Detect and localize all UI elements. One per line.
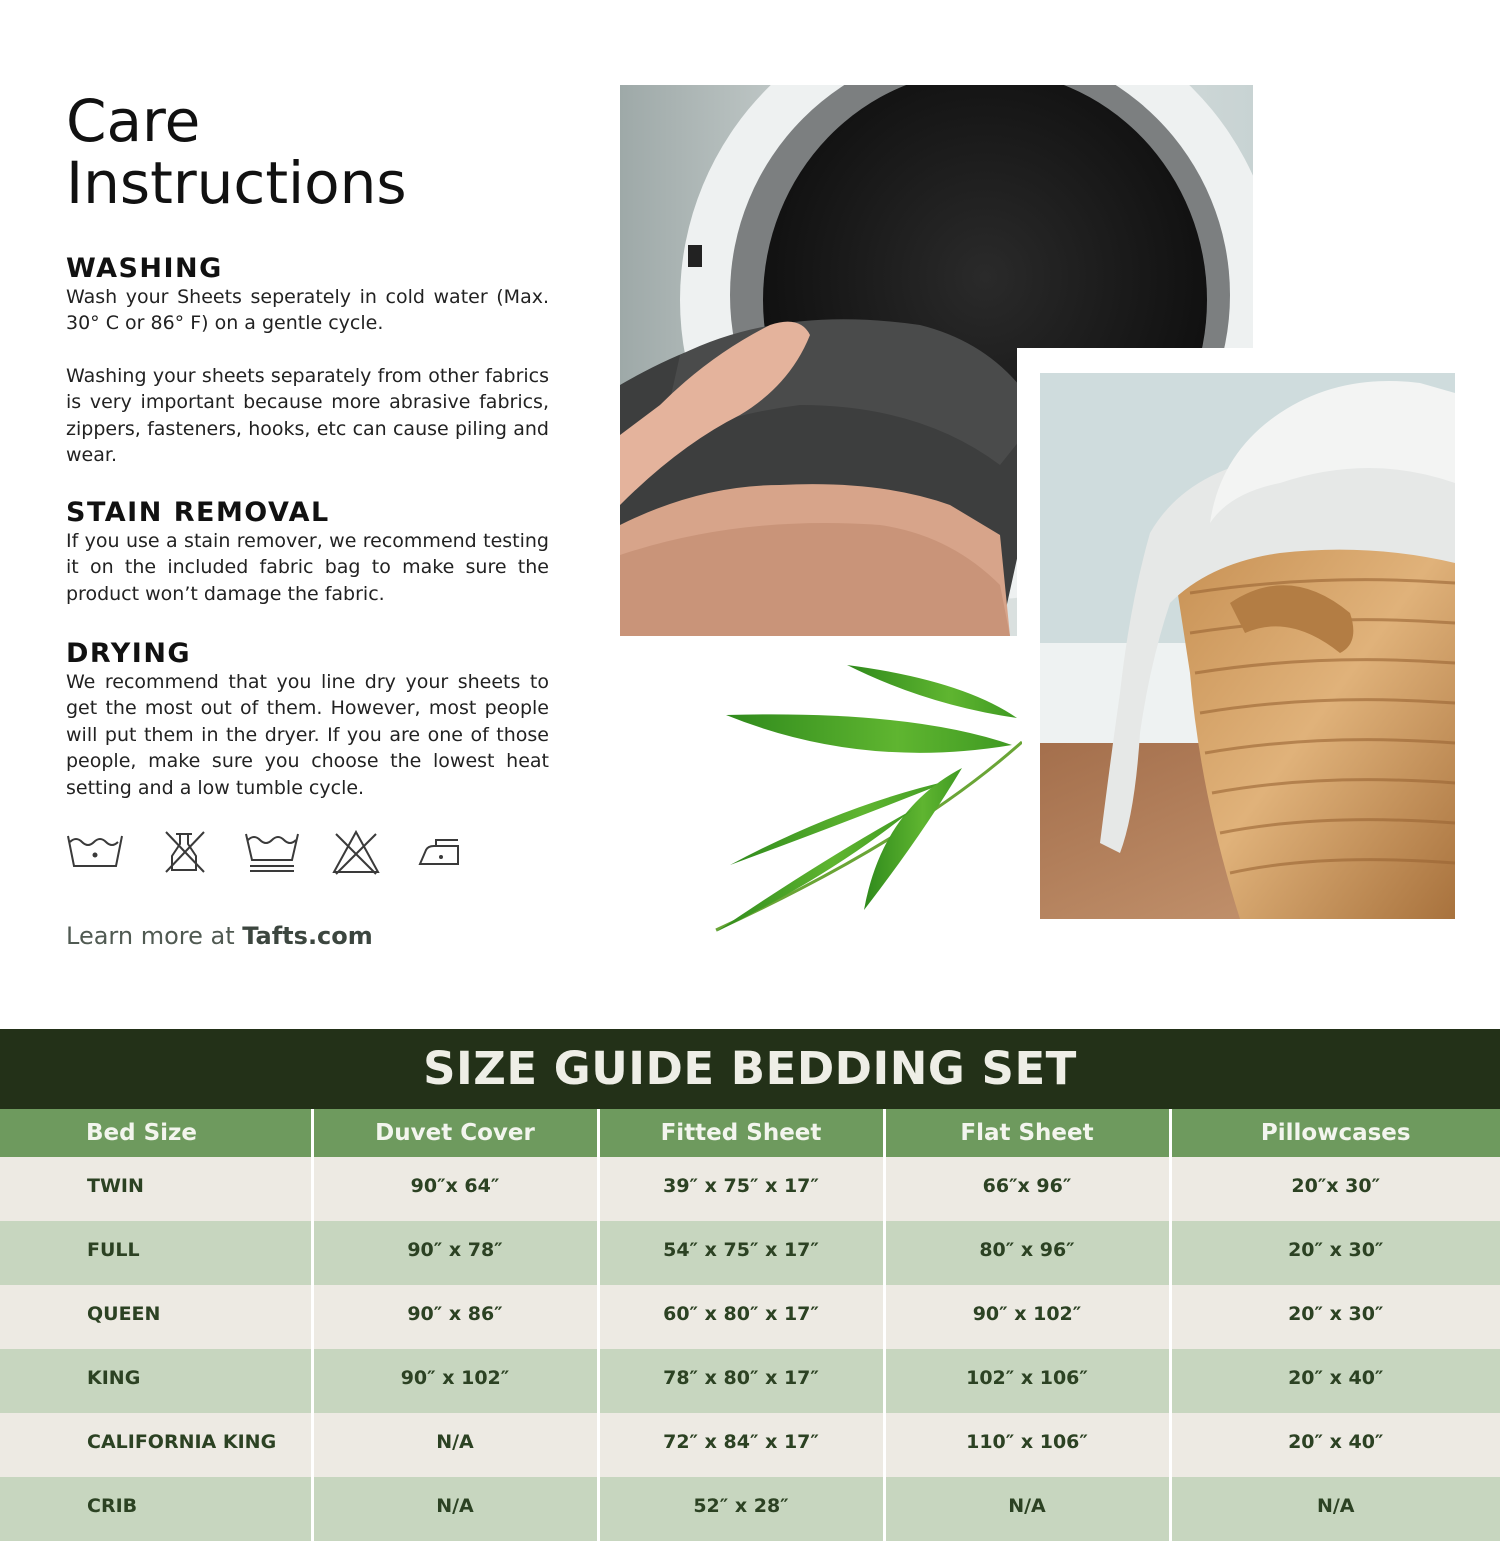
size-guide-title: SIZE GUIDE BEDDING SET: [0, 1029, 1500, 1109]
gentle-wash-icon: [244, 828, 300, 876]
washing-text-1: Wash your Sheets seperately in cold water (Max. 30° C or 86° F) on a gentle cycle.: [66, 286, 549, 335]
col-flat-sheet: Flat Sheet: [884, 1109, 1170, 1157]
cell-bed-size: QUEEN: [0, 1285, 312, 1349]
cell-bed-size: FULL: [0, 1221, 312, 1285]
cell-fitted-sheet: 78″ x 80″ x 17″: [598, 1349, 884, 1413]
cell-pillowcases: 20″ x 30″: [1170, 1285, 1500, 1349]
cell-duvet-cover: 90″ x 102″: [312, 1349, 598, 1413]
cell-fitted-sheet: 39″ x 75″ x 17″: [598, 1157, 884, 1221]
col-pillowcases: Pillowcases: [1170, 1109, 1500, 1157]
cell-pillowcases: 20″ x 40″: [1170, 1413, 1500, 1477]
laundry-basket-photo-frame: [1017, 348, 1500, 941]
cell-pillowcases: N/A: [1170, 1477, 1500, 1541]
cell-duvet-cover: N/A: [312, 1413, 598, 1477]
iron-low-icon: [414, 828, 462, 876]
no-bleach-icon: [332, 828, 380, 876]
washing-heading: WASHING: [66, 253, 223, 284]
cell-bed-size: KING: [0, 1349, 312, 1413]
drying-section: [66, 639, 549, 801]
cell-duvet-cover: 90″ x 86″: [312, 1285, 598, 1349]
cell-fitted-sheet: 60″ x 80″ x 17″: [598, 1285, 884, 1349]
cell-flat-sheet: 80″ x 96″: [884, 1221, 1170, 1285]
cell-duvet-cover: 90″ x 78″: [312, 1221, 598, 1285]
stain-removal-section: [66, 498, 549, 607]
size-guide-table: [0, 1109, 1500, 1541]
website-link[interactable]: Tafts.com: [242, 922, 373, 950]
cell-bed-size: CRIB: [0, 1477, 312, 1541]
cell-flat-sheet: N/A: [884, 1477, 1170, 1541]
col-duvet-cover: Duvet Cover: [312, 1109, 598, 1157]
stain-removal-heading: STAIN REMOVAL: [66, 497, 330, 528]
washing-text-2: Washing your sheets separately from other fabrics is very important because more abrasive fabrics, zippers, fasteners, hooks, etc can cause piling and wear.: [66, 364, 549, 467]
cell-duvet-cover: 90″x 64″: [312, 1157, 598, 1221]
col-bed-size: Bed Size: [0, 1109, 312, 1157]
table-row: [0, 1349, 1500, 1413]
cell-flat-sheet: 102″ x 106″: [884, 1349, 1170, 1413]
washing-section: [66, 254, 549, 468]
cell-fitted-sheet: 72″ x 84″ x 17″: [598, 1413, 884, 1477]
cell-pillowcases: 20″x 30″: [1170, 1157, 1500, 1221]
table-row: [0, 1285, 1500, 1349]
care-title: [66, 87, 407, 217]
cell-pillowcases: 20″ x 40″: [1170, 1349, 1500, 1413]
cell-pillowcases: 20″ x 30″: [1170, 1221, 1500, 1285]
care-title-line-2: Instructions: [66, 149, 407, 217]
cell-flat-sheet: 90″ x 102″: [884, 1285, 1170, 1349]
cell-bed-size: CALIFORNIA KING: [0, 1413, 312, 1477]
cell-duvet-cover: N/A: [312, 1477, 598, 1541]
cell-fitted-sheet: 52″ x 28″: [598, 1477, 884, 1541]
col-fitted-sheet: Fitted Sheet: [598, 1109, 884, 1157]
drying-text: We recommend that you line dry your sheets to get the most out of them. However, most people will put them in the dryer. If you are one of those people, make sure you choose the lowest heat setting and a low tumble cycle.: [66, 671, 549, 799]
wash-30-icon: [66, 828, 124, 876]
no-tumble-dry-icon: [162, 828, 208, 876]
cell-flat-sheet: 66″x 96″: [884, 1157, 1170, 1221]
bamboo-leaves-image: [712, 660, 1022, 940]
learn-more-prefix: Learn more at: [66, 922, 235, 950]
cell-flat-sheet: 110″ x 106″: [884, 1413, 1170, 1477]
table-row: [0, 1157, 1500, 1221]
table-row: [0, 1477, 1500, 1541]
laundry-basket-photo: [1040, 373, 1455, 919]
table-row: [0, 1221, 1500, 1285]
table-row: [0, 1413, 1500, 1477]
stain-removal-text: If you use a stain remover, we recommend testing it on the included fabric bag to make sure the product won’t damage the fabric.: [66, 530, 549, 605]
care-title-line-1: Care: [66, 87, 201, 155]
cell-fitted-sheet: 54″ x 75″ x 17″: [598, 1221, 884, 1285]
learn-more: [66, 922, 373, 950]
drying-heading: DRYING: [66, 638, 192, 669]
table-header-row: [0, 1109, 1500, 1157]
cell-bed-size: TWIN: [0, 1157, 312, 1221]
